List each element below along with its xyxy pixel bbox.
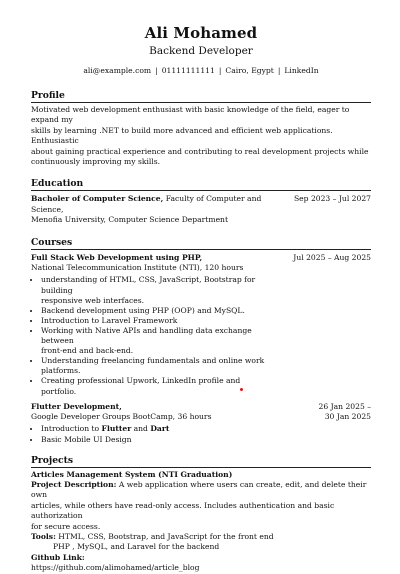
course-bullets — [31, 275, 276, 396]
description-label: Project Description: — [31, 480, 117, 489]
bullet-text: Backend development using PHP (OOP) and MySQL. — [41, 305, 245, 315]
bullet-text: Creating professional Upwork, LinkedIn profile and portfolio. — [41, 376, 241, 396]
project-name: Articles Management System (NTI Graduation) — [31, 469, 233, 479]
faculty-name: Faculty of Computer and Science, — [31, 194, 262, 214]
course-provider: Google Developer Groups BootCamp, 36 hours — [31, 412, 212, 421]
contact-separator: | — [277, 66, 281, 75]
bullet-text: Introduction to Laravel Framework — [41, 315, 178, 325]
education-section — [31, 178, 371, 225]
bullet-text: understanding of HTML, CSS, JavaScript, Bootstrap for building — [41, 275, 256, 295]
bullet-text: Basic Mobile UI Design — [41, 434, 132, 444]
description-text: articles, while others have read-only access. Includes authentication and basic authorization — [31, 500, 335, 521]
bullet-bold-text: Flutter — [101, 424, 132, 434]
bullet-text: responsive web interfaces. — [41, 295, 145, 305]
projects-section — [31, 455, 371, 574]
course-bullets — [31, 424, 371, 444]
github-label: Github Link: — [31, 552, 85, 562]
red-dot-marker — [240, 388, 243, 391]
candidate-name: Ali Mohamed — [144, 24, 258, 42]
resume-page — [31, 0, 371, 574]
course-entry — [31, 402, 371, 445]
course-details — [31, 253, 293, 274]
list-item — [41, 316, 276, 326]
bullet-bold-text: Dart — [150, 424, 170, 434]
project-entry — [31, 470, 371, 574]
list-item — [41, 275, 276, 305]
education-dates: Sep 2023 – Jul 2027 — [293, 194, 371, 204]
resume-header — [31, 24, 371, 76]
list-item — [41, 306, 276, 316]
course-entry — [31, 253, 371, 397]
profile-line: about gaining practical experience and contributing to real development projects while — [31, 146, 369, 156]
section-title-education: Education — [31, 178, 371, 191]
section-title-courses: Courses — [31, 237, 371, 250]
section-title-projects: Projects — [31, 455, 371, 468]
project-description — [31, 480, 371, 501]
course-details — [31, 402, 319, 423]
list-item — [41, 376, 276, 396]
tools-text: PHP , MySQL, and Laravel for the backend — [53, 542, 220, 552]
list-item — [41, 326, 276, 356]
course-date-end: 30 Jan 2025 — [324, 412, 371, 421]
description-text: for secure access. — [31, 521, 101, 531]
bullet-text: platforms. — [41, 366, 81, 376]
profile-line: skills by learning .NET to build more advanced and efficient web applications. Enthusiastic — [31, 125, 333, 146]
course-provider: National Telecommunication Institute (NTI), 120 hours — [31, 263, 244, 273]
courses-section — [31, 237, 371, 445]
course-header — [31, 402, 371, 423]
university-name: Menofia University, Computer Science Department — [31, 215, 228, 225]
course-name: Flutter Development, — [31, 401, 122, 411]
list-item — [41, 424, 371, 434]
profile-line: Motivated web development enthusiast with basic knowledge of the field, eager to expand my — [31, 105, 350, 125]
project-tools — [31, 532, 371, 542]
course-dates: Jul 2025 – Aug 2025 — [293, 252, 371, 262]
tools-text: HTML, CSS, Bootstrap, and JavaScript for the front end — [55, 532, 274, 542]
list-item — [41, 356, 276, 376]
bullet-text: and — [131, 424, 151, 434]
course-header — [31, 253, 371, 274]
course-date-start: 26 Jan 2025 – — [318, 401, 371, 411]
candidate-role: Backend Developer — [149, 45, 253, 57]
bullet-text: front-end and back-end. — [41, 346, 134, 356]
contact-separator: | — [218, 66, 222, 75]
contact-phone: 01111111111 — [161, 66, 215, 75]
profile-line: continuously improving my skills. — [31, 157, 161, 167]
course-dates — [319, 402, 372, 423]
bullet-text: Understanding freelancing fundamentals and online work — [41, 356, 265, 366]
description-text: A web application where users can create, edit, and delete their own — [31, 480, 367, 500]
course-name: Full Stack Web Development using PHP, — [31, 252, 203, 262]
contact-line — [31, 66, 371, 76]
education-details — [31, 194, 294, 225]
profile-text — [31, 105, 371, 167]
github-link[interactable]: https://github.com/alimohamed/article_blog — [31, 563, 200, 573]
bullet-text: Working with Native APIs and handling data exchange between — [41, 325, 252, 346]
education-entry — [31, 194, 371, 225]
contact-separator: | — [155, 66, 158, 75]
degree-name: Bacholer of Computer Science, — [31, 194, 164, 204]
education-line-1 — [31, 194, 286, 215]
profile-section — [31, 90, 371, 167]
bullet-text: Introduction to — [41, 424, 102, 434]
contact-email[interactable]: ali@example.com — [83, 66, 152, 75]
tools-label: Tools: — [31, 532, 56, 542]
list-item — [41, 435, 371, 445]
section-title-profile: Profile — [31, 90, 371, 103]
contact-location: Cairo, Egypt — [225, 66, 274, 75]
contact-linkedin-link[interactable]: LinkedIn — [284, 66, 319, 75]
